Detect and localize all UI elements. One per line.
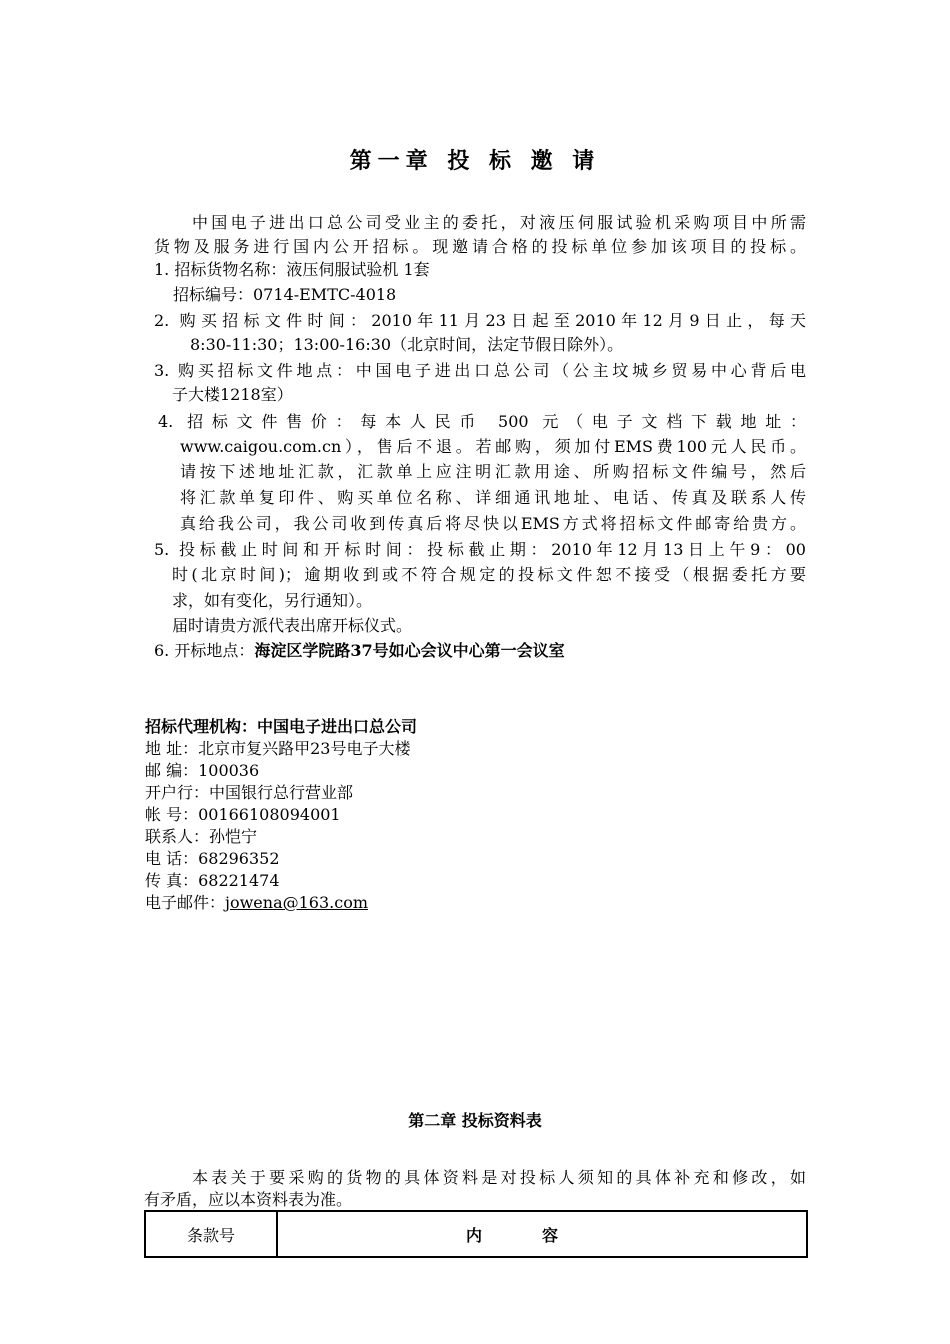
intro-line: 货物及服务进行国内公开招标。现邀请合格的投标单位参加该项目的投标。	[154, 237, 806, 256]
item1-tender-number: 招标编号：0714-EMTC-4018	[173, 285, 397, 304]
item2-purchase-hours: 8:30-11:30；13:00-16:30（北京时间，法定节假日除外）。	[190, 335, 624, 354]
agency-address: 地 址：北京市复兴路甲23号电子大楼	[145, 739, 411, 758]
item5-changes: 求，如有变化，另行通知）。	[172, 591, 373, 610]
chapter1-title: 第一章 投 标 邀 请	[349, 148, 601, 174]
item6-label: 6. 开标地点：	[154, 641, 255, 660]
agency-postcode: 邮 编：100036	[145, 761, 260, 780]
email-label: 电子邮件：	[145, 893, 226, 912]
item4-fax: 将汇款单复印件、购买单位名称、详细通讯地址、电话、传真及联系人传	[180, 488, 806, 507]
agency-account: 帐 号：00166108094001	[145, 805, 341, 824]
chapter2-title: 第二章 投标资料表	[408, 1111, 542, 1130]
intro-line: 中国电子进出口总公司受业主的委托，对液压伺服试验机采购项目中所需	[192, 213, 806, 232]
chapter2-intro-line: 有矛盾，应以本资料表为准。	[144, 1190, 353, 1209]
agency-heading: 招标代理机构：中国电子进出口总公司	[145, 717, 418, 736]
item4-delivery: 真给我公司，我公司收到传真后将尽快以EMS方式将招标文件邮寄给贵方。	[180, 514, 806, 533]
email-link[interactable]: jowena@163.com	[225, 893, 369, 912]
item6-value: 海淀区学院路37号如心会议中心第一会议室	[254, 641, 565, 660]
agency-bank: 开户行：中国银行总行营业部	[145, 783, 354, 802]
item5-late-policy: 时(北京时间)；逾期收到或不符合规定的投标文件恕不接受（根据委托方要	[172, 565, 806, 584]
agency-contact: 联系人：孙恺宁	[145, 827, 258, 846]
bid-data-table	[144, 1210, 808, 1258]
table-header-row	[145, 1211, 807, 1257]
item2-purchase-time: 2. 购买招标文件时间：2010年11月23日起至2010年12月9日止，每天	[154, 311, 806, 330]
item3-purchase-location: 3. 购买招标文件地点：中国电子进出口总公司（公主坟城乡贸易中心背后电	[154, 361, 806, 380]
header-clause-number: 条款号	[145, 1211, 277, 1257]
item4-remit: 请按下述地址汇款，汇款单上应注明汇款用途、所购招标文件编号，然后	[180, 462, 806, 481]
chapter2-intro-line: 本表关于要采购的货物的具体资料是对投标人须知的具体补充和修改，如	[192, 1168, 806, 1187]
header-content: 内容	[277, 1211, 807, 1257]
agency-phone: 电 话：68296352	[145, 849, 280, 868]
item1-goods-name: 1. 招标货物名称：液压伺服试验机 1套	[154, 260, 430, 279]
agency-fax: 传 真：68221474	[145, 871, 280, 890]
agency-email-row	[145, 892, 368, 914]
item4-price: 4. 招标文件售价：每本人民币 500 元（电子文档下载地址：	[158, 412, 806, 431]
item6-opening-location	[154, 640, 565, 662]
item4-download: www.caigou.com.cn），售后不退。若邮购，须加付EMS费100元人民币。	[180, 437, 806, 456]
item5-deadline: 5. 投标截止时间和开标时间：投标截止期：2010年12月13日上午9：00	[154, 540, 806, 559]
item5-attend: 届时请贵方派代表出席开标仪式。	[172, 616, 413, 635]
item3-location-room: 子大楼1218室）	[172, 385, 293, 404]
